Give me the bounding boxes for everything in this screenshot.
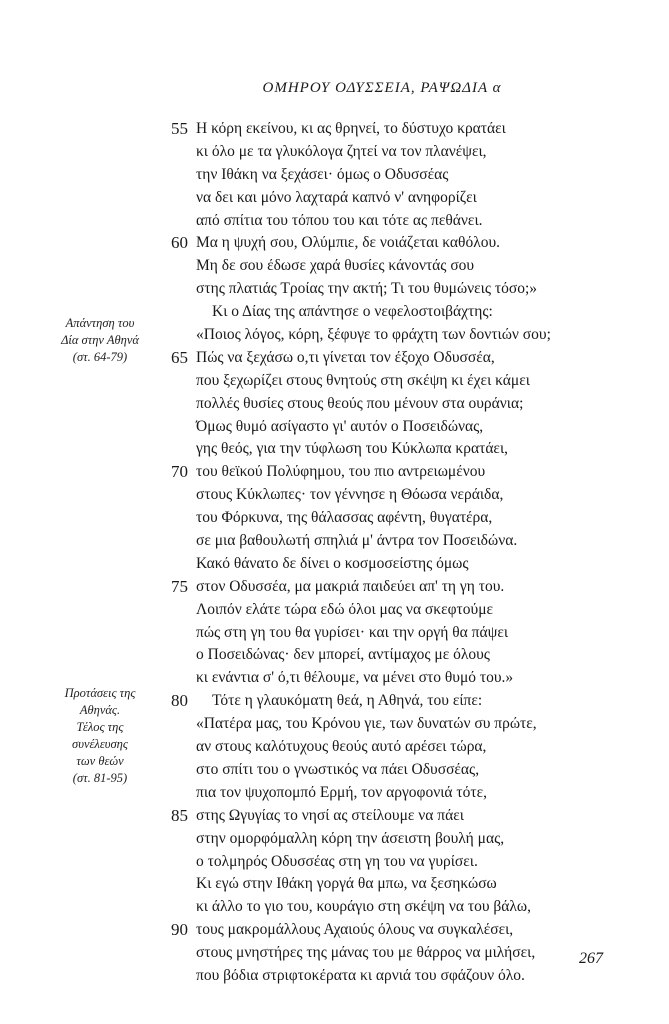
verse-line-text: Μη δε σου έδωσε χαρά θυσίες κάνοντάς σου	[196, 257, 475, 275]
verse-line-text: που ξεχωρίζει στους θνητούς στη σκέψη κι έχει κάμει	[196, 371, 530, 389]
verse-line	[0, 118, 669, 141]
verse-line-text: του Φόρκυνα, της θάλασσας αφέντη, θυγατέρα,	[196, 509, 493, 527]
verse-line-text: «Πατέρα μας, του Κρόνου γιε, των δυνατών συ πρώτε,	[196, 715, 537, 733]
verse-line	[0, 187, 669, 210]
verse-line	[0, 553, 669, 576]
verse-line-text: «Ποιος λόγος, κόρη, ξέφυγε το φράχτη των δοντιών σου;	[196, 326, 551, 344]
verse-line-number: 60	[171, 233, 188, 253]
verse-line-text: αν στους καλότυχους θεούς αυτό αρέσει τώρα,	[196, 738, 487, 756]
verse-line	[0, 896, 669, 919]
margin-note-athena-proposals	[30, 685, 170, 787]
margin-note-line: των θεών	[76, 754, 124, 768]
verse-line	[0, 278, 669, 301]
verse-line-number: 85	[171, 805, 188, 825]
margin-note-line: Τέλος της	[76, 720, 124, 734]
verse-line	[0, 644, 669, 667]
verse-line-text: Η κόρη εκείνου, κι ας θρηνεί, το δύστυχο κρατάει	[196, 120, 506, 137]
verse-line-number: 80	[171, 691, 188, 711]
verse-line-text: στης Ωγυγίας το νησί ας στείλουμε να πάει	[196, 806, 464, 824]
verse-line-text: Κι εγώ στην Ιθάκη γοργά θα μπω, να ξεσηκώσω	[196, 875, 497, 893]
verse-line	[0, 805, 669, 828]
verse-line	[0, 370, 669, 393]
verse-line	[0, 141, 669, 164]
verse-line-text: πολλές θυσίες στους θεούς που μένουν στα ουράνια;	[196, 394, 524, 412]
verse-line-text: τους μακρομάλλους Αχαιούς όλους να συγκαλέσει,	[196, 921, 514, 939]
verse-line-text: στον Οδυσσέα, μα μακριά παιδεύει απ' τη γη του.	[196, 577, 505, 595]
verse-line	[0, 576, 669, 599]
verse-line	[0, 210, 669, 233]
verse-line-text: ο τολμηρός Οδυσσέας στη γη του να γυρίσει.	[196, 852, 478, 870]
verse-line-text: στο σπίτι του ο γνωστικός να πάει Οδυσσέας,	[196, 760, 480, 778]
verse-line-number: 55	[171, 119, 188, 138]
verse-line-number: 65	[171, 347, 188, 367]
verse-line	[0, 438, 669, 461]
verse-line	[0, 416, 669, 439]
verse-line	[0, 965, 669, 988]
verse-line-number: 90	[171, 920, 188, 940]
verse-line-text: κι άλλο το γιο του, κουράγιο στη σκέψη να του βάλω,	[196, 898, 531, 916]
verse-line-text: Λοιπόν ελάτε τώρα εδώ όλοι μας να σκεφτούμε	[196, 600, 494, 618]
verse-line-text: την Ιθάκη να ξεχάσει· όμως ο Οδυσσέας	[196, 165, 449, 183]
verse-line	[0, 873, 669, 896]
verse-line	[0, 255, 669, 278]
verse-line-text: στης πλατιάς Τροίας την ακτή; Τι του θυμώνεις τόσο;»	[196, 280, 538, 298]
running-header	[0, 80, 669, 97]
verse-line	[0, 942, 669, 965]
verse-line	[0, 622, 669, 645]
verse-line-text: που βόδια στριφτοκέρατα κι αρνιά του σφάζουν όλο.	[196, 966, 525, 984]
verse-line-text: Όμως θυμό ασίγαστο γι' αυτόν ο Ποσειδώνας,	[196, 417, 484, 435]
verse-line-number: 70	[171, 462, 188, 482]
margin-note-line: (στ. 64-79)	[72, 350, 128, 364]
verse-line	[0, 851, 669, 874]
verse-line-text: Πώς να ξεχάσω ο,τι γίνεται τον έξοχο Οδυσσέα,	[196, 348, 495, 366]
verse-line-text: Μα η ψυχή σου, Ολύμπιε, δε νοιάζεται καθόλου.	[196, 234, 501, 252]
verse-line-text: ο Ποσειδώνας· δεν μπορεί, αντίμαχος με όλους	[196, 646, 490, 664]
margin-note-line: Απάντηση του	[65, 316, 135, 330]
verse-line-text: στους Κύκλωπες· τον γέννησε η Θόωσα νεράιδα,	[196, 486, 504, 504]
verse-line-text: από σπίτια του τόπου του και τότε ας πεθάνει.	[196, 211, 483, 229]
verse-line-text: γης θεός, για την τύφλωση του Κύκλωπα κρατάει,	[196, 440, 508, 458]
running-title: ΟΜΗΡΟΥ ΟΔΥΣΣΕΙΑ, ΡΑΨΩΔΙΑ α	[262, 80, 502, 96]
verse-line-text: Κακό θάνατο δε δίνει ο κοσμοσείστης όμως	[196, 554, 469, 572]
margin-note-line: (στ. 81-95)	[72, 771, 128, 785]
verse-line-text: στους μνηστήρες της μάνας του με θάρρος να μιλήσει,	[196, 944, 536, 962]
margin-note-zeus-reply	[30, 315, 170, 366]
verse-line	[0, 484, 669, 507]
verse-line-text: να δει και μόνο λαχταρά καπνό ν' ανηφορίζει	[196, 188, 477, 206]
verse-line-text: σε μια βαθουλωτή σπηλιά μ' άντρα τον Ποσειδώνα.	[196, 532, 518, 550]
verse-line-text: Τότε η γλαυκόματη θεά, η Αθηνά, του είπε:	[212, 692, 483, 710]
verse-line	[0, 530, 669, 553]
verse-line-text: του θεϊκού Πολύφημου, του πιο αντρειωμένου	[196, 463, 486, 481]
verse-line	[0, 507, 669, 530]
margin-note-line: Αθηνάς.	[79, 703, 121, 717]
verse-line	[0, 232, 669, 255]
page-number: 267	[579, 950, 603, 967]
verse-line	[0, 599, 669, 622]
margin-note-line: Προτάσεις της	[64, 686, 136, 700]
verse-line-text: Κι ο Δίας της απάντησε ο νεφελοστοιβάχτης:	[212, 303, 493, 321]
poem-text	[0, 118, 669, 988]
margin-note-line: Δία στην Αθηνά	[61, 333, 139, 347]
verse-line	[0, 919, 669, 942]
margin-note-line: συνέλευσης	[72, 737, 128, 751]
verse-line	[0, 461, 669, 484]
verse-line-text: πώς στη γη του θα γυρίσει· και την οργή θα πάψει	[196, 623, 509, 641]
verse-line-text: κι όλο με τα γλυκόλογα ζητεί να τον πλανέψει,	[196, 142, 487, 160]
verse-line-text: κι ενάντια σ' ό,τι θέλουμε, να μένει στο θυμό του.»	[196, 669, 514, 687]
verse-line-text: στην ομορφόμαλλη κόρη την άσειστη βουλή μας,	[196, 829, 505, 847]
verse-line	[0, 164, 669, 187]
verse-line	[0, 393, 669, 416]
verse-line-text: πια τον ψυχοπομπό Ερμή, τον αργοφονιά τότε,	[196, 783, 488, 801]
verse-line-number: 75	[171, 576, 188, 596]
verse-line	[0, 828, 669, 851]
